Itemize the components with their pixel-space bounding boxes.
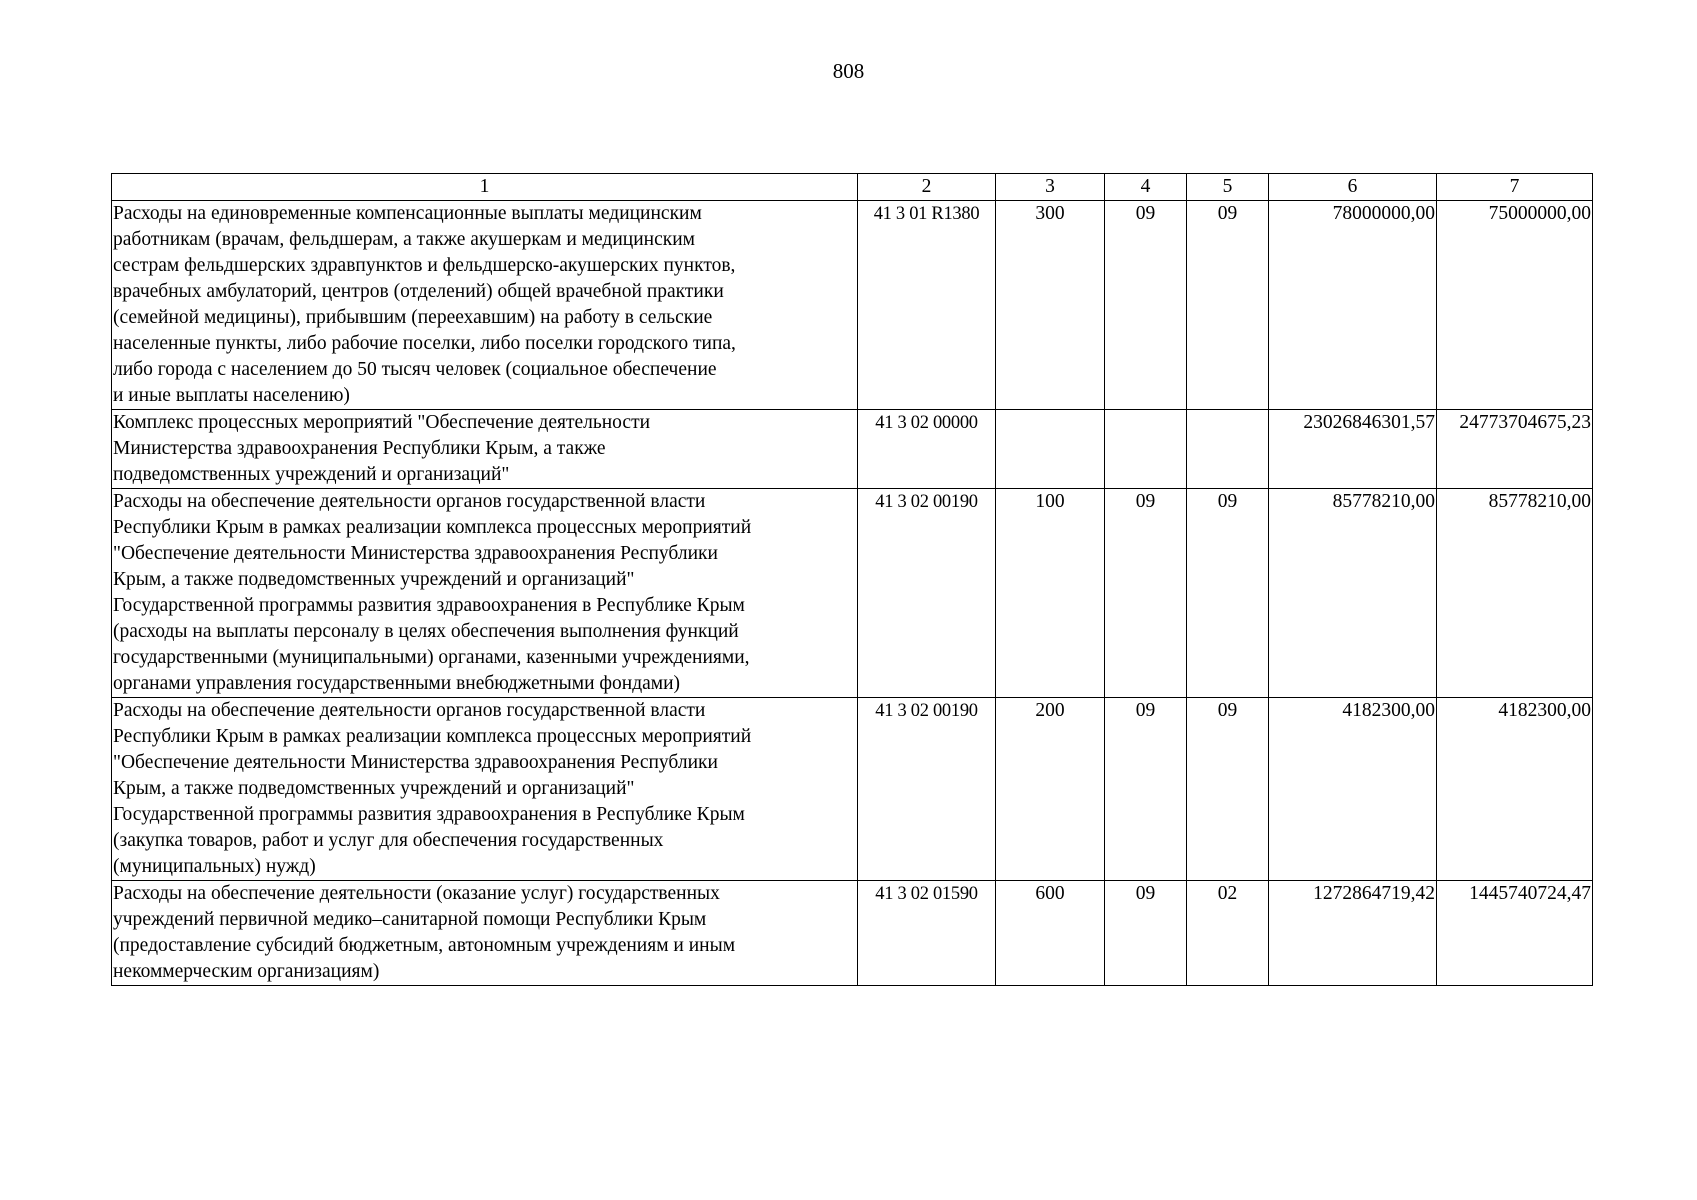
row-subsection: 09 bbox=[1187, 489, 1269, 698]
row-amount-col6: 78000000,00 bbox=[1269, 201, 1437, 410]
budget-table bbox=[111, 173, 1593, 986]
row-section bbox=[1105, 410, 1187, 489]
row-description: Комплекс процессных мероприятий "Обеспечение деятельности Министерства здравоохранения Республики Крым, а также подведомственных учреждений и организаций" bbox=[112, 410, 858, 489]
row-amount-col7: 1445740724,47 bbox=[1437, 881, 1593, 986]
row-description: Расходы на обеспечение деятельности органов государственной власти Республики Крым в рамках реализации комплекса процессных мероприятий "Обеспечение деятельности Министерства здравоохранения Республики Крым, а также подведомственных учреждений и организаций" Государственной программы развития здравоохранения в Республике Крым (расходы на выплаты персоналу в целях обеспечения выполнения функций государственными (муниципальными) органами, казенными учреждениями, органами управления государственными внебюджетными фондами) bbox=[112, 489, 858, 698]
row-program-code: 41 3 02 00190 bbox=[858, 489, 996, 698]
row-description: Расходы на обеспечение деятельности органов государственной власти Республики Крым в рамках реализации комплекса процессных мероприятий "Обеспечение деятельности Министерства здравоохранения Республики Крым, а также подведомственных учреждений и организаций" Государственной программы развития здравоохранения в Республике Крым (закупка товаров, работ и услуг для обеспечения государственных (муниципальных) нужд) bbox=[112, 698, 858, 881]
row-amount-col6: 4182300,00 bbox=[1269, 698, 1437, 881]
row-program-code: 41 3 02 00000 bbox=[858, 410, 996, 489]
row-description: Расходы на обеспечение деятельности (оказание услуг) государственных учреждений первичной медико–санитарной помощи Республики Крым (предоставление субсидий бюджетным, автономным учреждениям и иным некоммерческим организациям) bbox=[112, 881, 858, 986]
row-section: 09 bbox=[1105, 881, 1187, 986]
row-amount-col7: 4182300,00 bbox=[1437, 698, 1593, 881]
row-section: 09 bbox=[1105, 489, 1187, 698]
column-header-7: 7 bbox=[1437, 174, 1593, 201]
table-header-row bbox=[112, 174, 1593, 201]
row-description: Расходы на единовременные компенсационные выплаты медицинским работникам (врачам, фельдшерам, а также акушеркам и медицинским сестрам фельдшерских здравпунктов и фельдшерско-акушерских пунктов, врачебных амбулаторий, центров (отделений) общей врачебной практики (семейной медицины), прибывшим (переехавшим) на работу в сельские населенные пункты, либо рабочие поселки, либо поселки городского типа, либо города с населением до 50 тысяч человек (социальное обеспечение и иные выплаты населению) bbox=[112, 201, 858, 410]
column-header-1: 1 bbox=[112, 174, 858, 201]
row-subsection: 09 bbox=[1187, 201, 1269, 410]
row-amount-col7: 85778210,00 bbox=[1437, 489, 1593, 698]
column-header-3: 3 bbox=[996, 174, 1105, 201]
row-program-code: 41 3 02 01590 bbox=[858, 881, 996, 986]
row-program-code: 41 3 01 R1380 bbox=[858, 201, 996, 410]
table-row bbox=[112, 410, 1593, 489]
table-row bbox=[112, 881, 1593, 986]
row-expense-type: 600 bbox=[996, 881, 1105, 986]
column-header-2: 2 bbox=[858, 174, 996, 201]
column-header-4: 4 bbox=[1105, 174, 1187, 201]
row-amount-col6: 85778210,00 bbox=[1269, 489, 1437, 698]
row-amount-col7: 24773704675,23 bbox=[1437, 410, 1593, 489]
table-row bbox=[112, 201, 1593, 410]
row-expense-type: 100 bbox=[996, 489, 1105, 698]
row-amount-col6: 1272864719,42 bbox=[1269, 881, 1437, 986]
table-row bbox=[112, 489, 1593, 698]
row-subsection bbox=[1187, 410, 1269, 489]
page-number: 808 bbox=[832, 59, 865, 83]
row-subsection: 09 bbox=[1187, 698, 1269, 881]
row-expense-type bbox=[996, 410, 1105, 489]
row-section: 09 bbox=[1105, 698, 1187, 881]
row-amount-col7: 75000000,00 bbox=[1437, 201, 1593, 410]
row-section: 09 bbox=[1105, 201, 1187, 410]
row-amount-col6: 23026846301,57 bbox=[1269, 410, 1437, 489]
row-expense-type: 200 bbox=[996, 698, 1105, 881]
row-subsection: 02 bbox=[1187, 881, 1269, 986]
table-row bbox=[112, 698, 1593, 881]
column-header-5: 5 bbox=[1187, 174, 1269, 201]
row-expense-type: 300 bbox=[996, 201, 1105, 410]
column-header-6: 6 bbox=[1269, 174, 1437, 201]
row-program-code: 41 3 02 00190 bbox=[858, 698, 996, 881]
